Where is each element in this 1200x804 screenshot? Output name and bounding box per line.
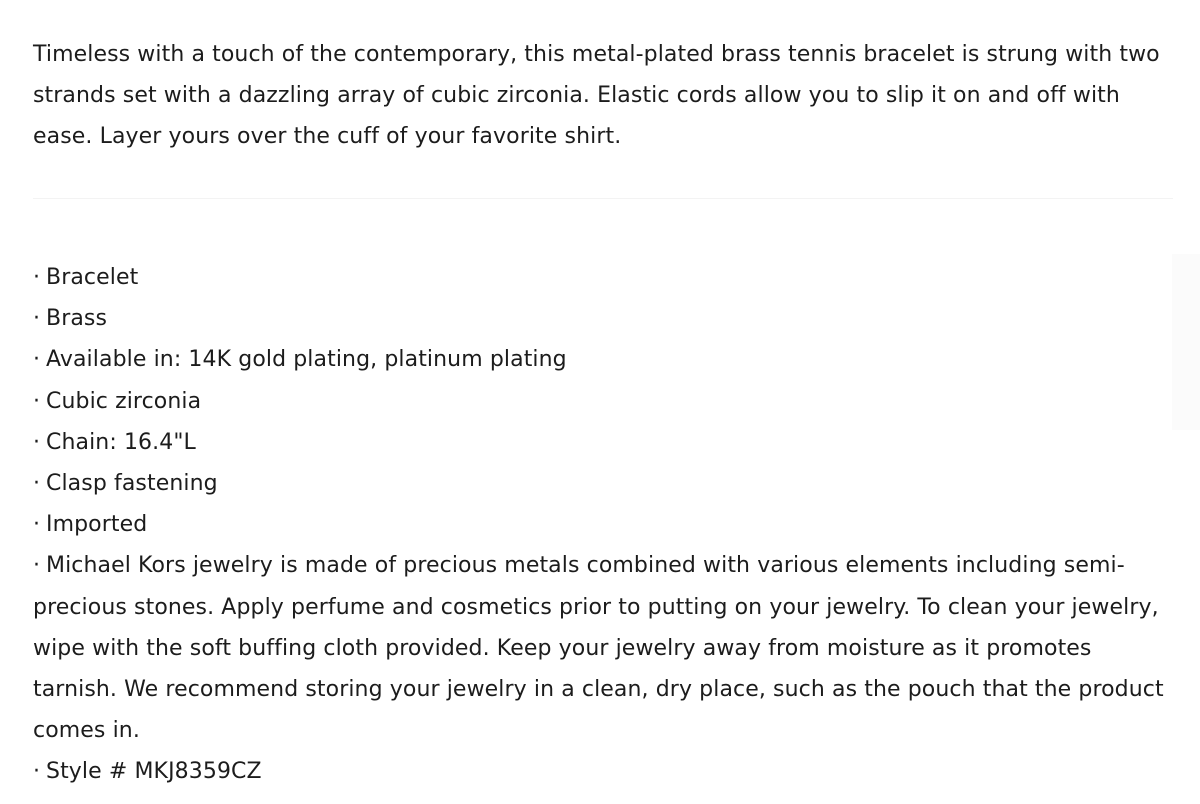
list-item [33, 751, 1168, 792]
bullet-icon: · [33, 306, 41, 332]
side-panel-edge [1172, 254, 1200, 430]
detail-text: Style # MKJ8359CZ [46, 759, 262, 785]
list-item [33, 257, 1168, 298]
detail-text: Chain: 16.4"L [46, 429, 196, 455]
list-item [33, 504, 1168, 545]
product-details-list [33, 257, 1168, 793]
bullet-icon: · [33, 512, 41, 538]
detail-text: Clasp fastening [46, 471, 218, 497]
list-item [33, 298, 1168, 339]
detail-text: Imported [46, 512, 148, 538]
detail-text: Michael Kors jewelry is made of precious metals combined with various elements including semi-precious stones. Apply perfume and cosmetics prior to putting on your jewelry. To clean your jewelry, wipe with the soft buffing cloth provided. Keep your jewelry away from moisture as it promotes tarnish. We recommend storing your jewelry in a clean, dry place, such as the pouch that the product comes in. [33, 553, 1164, 744]
list-item [33, 422, 1168, 463]
bullet-icon: · [33, 388, 41, 414]
bullet-icon: · [33, 265, 41, 290]
bullet-icon: · [33, 759, 41, 785]
list-item [33, 463, 1168, 504]
detail-text: Bracelet [46, 265, 139, 290]
detail-text: Brass [46, 306, 108, 332]
list-item [33, 339, 1168, 380]
bullet-icon: · [33, 471, 41, 497]
bullet-icon: · [33, 429, 41, 455]
product-description: Timeless with a touch of the contemporary, this metal-plated brass tennis bracelet is strung with two strands set with a dazzling array of cubic zirconia. Elastic cords allow you to slip it on and off with ease. Layer yours over the cuff of your favorite shirt. [33, 42, 1160, 149]
bullet-icon: · [33, 347, 41, 373]
list-item [33, 381, 1168, 422]
bullet-icon: · [33, 553, 41, 579]
list-item [33, 545, 1168, 751]
section-divider [33, 198, 1173, 199]
detail-text: Cubic zirconia [46, 388, 202, 414]
detail-text: Available in: 14K gold plating, platinum plating [46, 347, 567, 373]
